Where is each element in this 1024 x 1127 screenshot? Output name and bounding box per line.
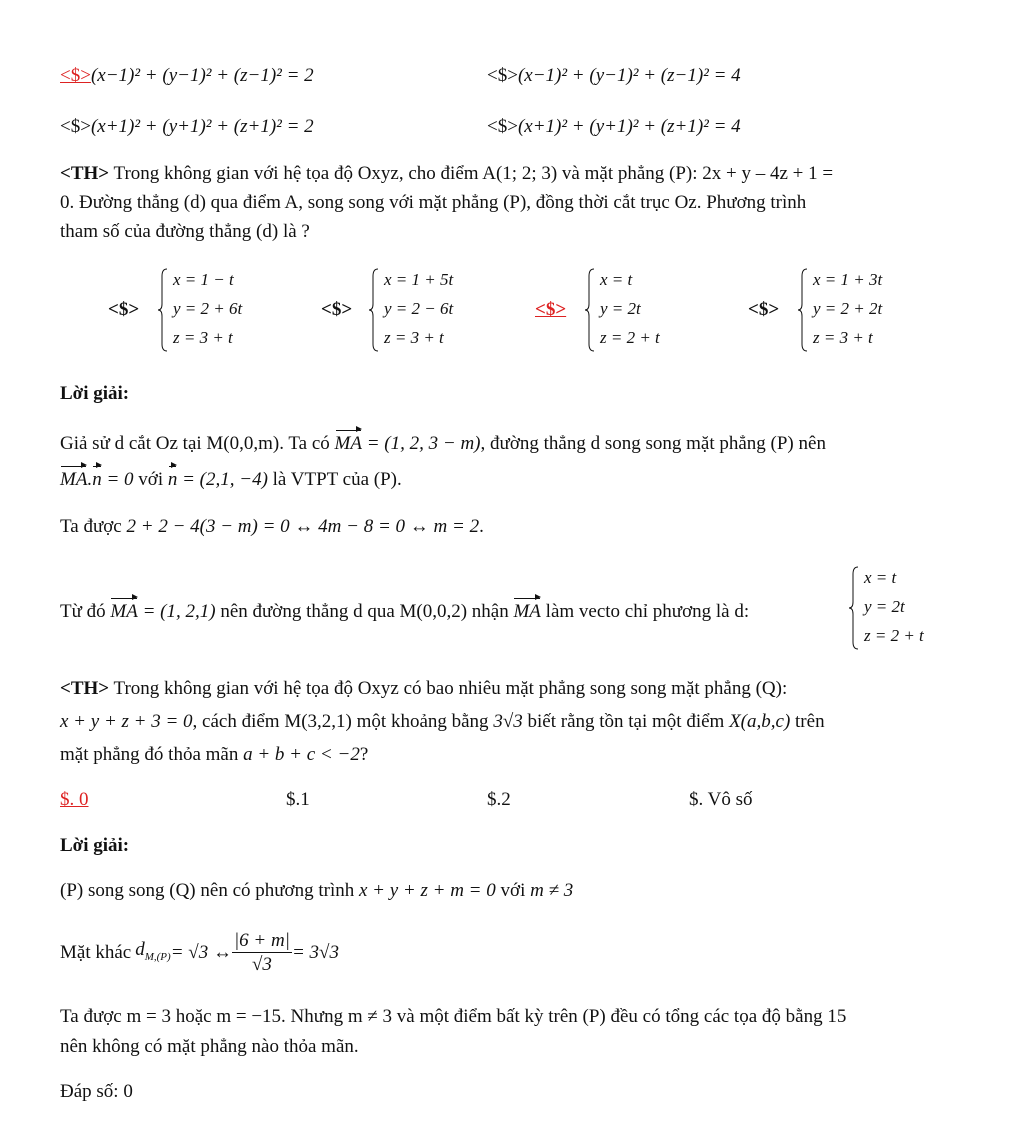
q2-solution-line-3: Ta được 2 + 2 − 4(3 − m) = 0 ↔ 4m − 8 = 0 ↔ m = 2. <box>60 516 484 537</box>
vector-n: n <box>168 464 178 492</box>
brace-icon <box>368 268 380 352</box>
option-text: (x−1)² + (y−1)² + (z−1)² = 4 <box>517 65 741 86</box>
q2-question-line-1: <TH> Trong không gian với hệ tọa độ Oxyz, cho điểm A(1; 2; 3) và mặt phẳng (P): 2x + y – 4z + 1 = <box>60 163 834 184</box>
option-marker: <$> <box>60 65 91 86</box>
option-marker: <$> <box>60 116 91 137</box>
q2-option-c-system: x = t y = 2t z = 2 + t <box>584 268 684 352</box>
q3-question-line-2: x + y + z + 3 = 0, cách điểm M(3,2,1) một khoảng bằng 3√3 biết rằng tồn tại một điểm X(a,b,c) trên <box>60 711 825 732</box>
q3-solution-line-1: (P) song song (Q) nên có phương trình x + y + z + m = 0 với m ≠ 3 <box>60 880 574 901</box>
q3-option-b[interactable]: $.1 <box>286 789 310 810</box>
option-text: (x+1)² + (y+1)² + (z+1)² = 4 <box>517 116 741 137</box>
brace-icon <box>584 268 596 352</box>
fraction: $\frac{|6 + m|}{√3}$ <box>233 929 290 975</box>
option-marker: <$> <box>487 65 518 86</box>
q1-option-b[interactable] <box>487 64 741 88</box>
brace-icon <box>848 566 860 650</box>
q2-solution-line-2: MA.n = 0 với n = (2,1, −4) là VTPT của (P). <box>60 464 402 492</box>
question-tag: <TH> <box>60 678 110 699</box>
option-marker: <$> <box>487 116 518 137</box>
q3-solution-line-3b: nên không có mặt phẳng nào thỏa mãn. <box>60 1036 359 1057</box>
vector-ma: MA <box>110 596 137 624</box>
q3-solution-line-3a: Ta được m = 3 hoặc m = −15. Nhưng m ≠ 3 và một điểm bất kỳ trên (P) đều có tổng các tọa độ bằng 15 <box>60 1006 847 1027</box>
q2-option-b-system: x = 1 + 5t y = 2 − 6t z = 3 + t <box>368 268 478 352</box>
vector-ma: MA <box>513 596 540 624</box>
answer: Đáp số: 0 <box>60 1081 133 1102</box>
q2-solution-line-1: Giả sử d cắt Oz tại M(0,0,m). Ta có MA = (1, 2, 3 − m), đường thẳng d song song mặt phẳng (P) nên <box>60 428 826 456</box>
solution-heading: Lời giải: <box>60 835 130 856</box>
option-text: (x+1)² + (y+1)² + (z+1)² = 2 <box>90 116 314 137</box>
solution-heading: Lời giải: <box>60 383 130 404</box>
q3-question-line-1: <TH> Trong không gian với hệ tọa độ Oxyz có bao nhiêu mặt phẳng song song mặt phẳng (Q): <box>60 678 788 699</box>
q2-option-d-marker[interactable]: <$> <box>748 299 780 320</box>
q1-option-d[interactable] <box>487 115 741 139</box>
q1-option-a[interactable] <box>60 64 314 88</box>
question-tag: <TH> <box>60 163 110 184</box>
q2-option-a-system: x = 1 − t y = 2 + 6t z = 3 + t <box>157 268 267 352</box>
q3-option-c[interactable]: $.2 <box>487 789 511 810</box>
vector-ma: MA <box>60 464 87 492</box>
q3-solution-line-2: Mặt khác $d_{M,(P)}$ = √3 ↔ $\frac{|6 + m|}{√3}$ = 3√3 <box>60 929 339 975</box>
q2-option-b-marker[interactable]: <$> <box>321 299 353 320</box>
q2-option-d-system: x = 1 + 3t y = 2 + 2t z = 3 + t <box>797 268 907 352</box>
q2-question-line-2: 0. Đường thẳng (d) qua điểm A, song song với mặt phẳng (P), đồng thời cắt trục Oz. Phương trình <box>60 192 807 213</box>
q3-option-a[interactable]: $. 0 <box>60 789 89 810</box>
q2-option-c-marker[interactable]: <$> <box>535 299 567 320</box>
q1-option-c[interactable] <box>60 115 314 139</box>
q3-option-d[interactable]: $. Vô số <box>689 789 753 810</box>
q2-question-line-3: tham số của đường thẳng (d) là ? <box>60 221 310 242</box>
q3-question-line-3: mặt phẳng đó thỏa mãn a + b + c < −2? <box>60 744 369 765</box>
brace-icon <box>797 268 809 352</box>
brace-icon <box>157 268 169 352</box>
vector-ma: MA <box>335 428 362 456</box>
vector-n: n <box>92 464 102 492</box>
option-text: (x−1)² + (y−1)² + (z−1)² = 2 <box>90 65 314 86</box>
q2-solution-line-4: Từ đó MA = (1, 2,1) nên đường thẳng d qua M(0,0,2) nhận MA làm vecto chỉ phương là d: <box>60 596 749 624</box>
q2-solution-system: x = t y = 2t z = 2 + t <box>848 566 948 650</box>
q2-option-a-marker[interactable]: <$> <box>108 299 140 320</box>
